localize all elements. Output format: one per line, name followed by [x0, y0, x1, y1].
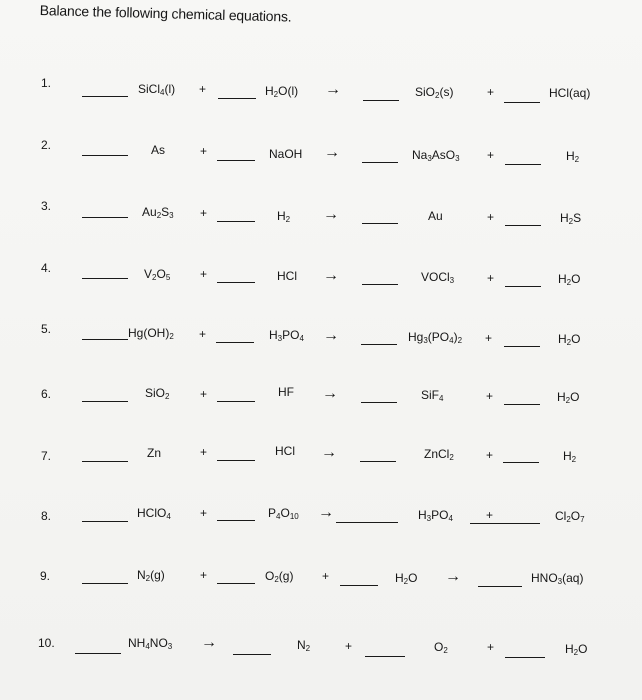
- reaction-arrow-icon: →: [318, 504, 334, 521]
- coefficient-blank: [82, 217, 128, 218]
- reactant-formula: [269, 328, 304, 342]
- formula-text: H: [557, 390, 566, 404]
- reaction-arrow-icon: →: [321, 444, 337, 461]
- formula-text: SiO: [415, 85, 436, 99]
- formula-subscript: 4: [160, 88, 165, 97]
- formula-text: (PO: [427, 330, 450, 344]
- formula-text: HClO: [137, 506, 167, 520]
- coefficient-blank: [362, 284, 398, 285]
- reaction-arrow-icon: →: [325, 81, 341, 98]
- formula-subscript: 3: [427, 154, 432, 163]
- reactant-formula: [138, 82, 175, 96]
- reaction-arrow-icon: →: [322, 385, 338, 402]
- coefficient-blank: [217, 401, 255, 402]
- plus-sign: +: [486, 389, 494, 403]
- product-formula: [428, 209, 443, 223]
- formula-text: HF: [278, 385, 294, 399]
- formula-text: H: [265, 84, 274, 98]
- equation-number: 6.: [41, 387, 52, 401]
- product-formula: [563, 449, 576, 463]
- formula-text: As: [151, 143, 166, 157]
- formula-subscript: 3: [167, 642, 173, 651]
- formula-subscript: 2: [152, 273, 157, 282]
- formula-text: S: [161, 205, 170, 219]
- formula-text: NH: [128, 636, 146, 650]
- coefficient-blank: [363, 100, 399, 101]
- reaction-arrow-icon: →: [324, 144, 340, 161]
- coefficient-blank: [365, 656, 405, 657]
- coefficient-blank: [362, 223, 398, 224]
- formula-subscript: 2: [568, 217, 574, 226]
- coefficient-blank: [336, 522, 398, 523]
- formula-text: Cl: [555, 509, 567, 523]
- formula-text: O: [571, 272, 581, 286]
- formula-subscript: 2: [566, 278, 572, 287]
- product-formula: [297, 638, 310, 652]
- formula-text: Hg: [408, 330, 424, 344]
- coefficient-blank: [82, 278, 128, 279]
- product-formula: [421, 388, 443, 402]
- equation-row-5: [0, 322, 642, 346]
- coefficient-blank: [360, 461, 396, 462]
- coefficient-blank: [82, 96, 128, 97]
- formula-text: O: [570, 390, 580, 404]
- plus-sign: +: [200, 568, 208, 582]
- formula-text: SiO: [145, 386, 166, 400]
- equation-row-2: [0, 138, 642, 165]
- formula-text: O: [280, 506, 290, 520]
- formula-text: (aq): [562, 571, 584, 585]
- plus-sign: +: [199, 82, 207, 96]
- formula-text: (s): [439, 85, 454, 99]
- coefficient-blank: [82, 155, 128, 156]
- product-formula: [418, 508, 453, 522]
- coefficient-blank: [505, 164, 541, 165]
- reactant-formula: [265, 569, 293, 583]
- coefficient-blank: [505, 286, 541, 287]
- reaction-arrow-icon: →: [445, 568, 461, 585]
- plus-sign: +: [345, 639, 353, 653]
- product-formula: [531, 571, 583, 585]
- formula-text: PO: [282, 328, 300, 342]
- formula-text: Hg(OH): [128, 326, 170, 340]
- coefficient-blank: [218, 98, 256, 99]
- equation-number: 1.: [41, 76, 52, 90]
- formula-text: H: [395, 571, 404, 585]
- product-formula: [560, 211, 581, 225]
- coefficient-blank: [82, 461, 128, 462]
- formula-text: ZnCl: [424, 447, 450, 461]
- plus-sign: +: [485, 331, 493, 345]
- equation-row-8: [0, 505, 642, 529]
- reaction-arrow-icon: →: [323, 206, 339, 223]
- reactant-formula: [128, 636, 172, 650]
- coefficient-blank: [504, 102, 540, 103]
- coefficient-blank: [217, 583, 255, 584]
- coefficient-blank: [82, 521, 128, 522]
- formula-text: Zn: [147, 446, 162, 460]
- reactant-formula: [278, 385, 294, 399]
- coefficient-blank: [217, 460, 255, 461]
- coefficient-blank: [504, 346, 540, 347]
- formula-text: H: [560, 211, 569, 225]
- formula-subscript: 2: [435, 91, 440, 100]
- formula-text: O: [570, 509, 581, 523]
- formula-subscript: 4: [448, 514, 453, 523]
- formula-text: PO: [431, 508, 449, 522]
- formula-text: Au: [142, 205, 157, 219]
- equation-number: 4.: [41, 261, 52, 275]
- reactant-formula: [275, 444, 295, 458]
- product-formula: [555, 509, 585, 523]
- formula-subscript: 3: [557, 577, 563, 586]
- equation-number: 5.: [41, 322, 52, 336]
- formula-subscript: 4: [145, 642, 150, 651]
- coefficient-blank: [362, 162, 398, 163]
- coefficient-blank: [361, 402, 397, 403]
- reactant-formula: [277, 209, 290, 223]
- coefficient-blank: [82, 339, 128, 340]
- formula-subscript: 2: [573, 648, 579, 657]
- plus-sign: +: [487, 271, 495, 285]
- equation-row-9: [0, 567, 642, 591]
- formula-text: H: [563, 449, 572, 463]
- equation-number: 3.: [41, 199, 52, 213]
- formula-text: O: [408, 571, 418, 585]
- formula-text: H: [565, 642, 574, 656]
- product-formula: [408, 330, 462, 344]
- product-formula: [412, 148, 460, 162]
- reactant-formula: [151, 143, 165, 157]
- plus-sign: +: [322, 569, 330, 583]
- formula-text: (g): [278, 569, 294, 583]
- product-formula: [566, 149, 579, 163]
- formula-text: SiF: [421, 388, 439, 402]
- coefficient-blank: [82, 401, 128, 402]
- coefficient-blank: [75, 653, 121, 654]
- formula-subscript: 4: [276, 512, 281, 521]
- formula-subscript: 3: [426, 514, 432, 523]
- formula-text: N: [297, 638, 306, 652]
- equation-row-3: [0, 200, 642, 224]
- formula-subscript: 7: [580, 515, 585, 524]
- product-formula: [421, 270, 454, 284]
- reactant-formula: [145, 386, 169, 400]
- formula-text: Na: [412, 148, 428, 162]
- formula-subscript: 4: [299, 334, 304, 343]
- reactant-formula: [277, 269, 297, 283]
- product-formula: [549, 86, 590, 100]
- plus-sign: +: [200, 506, 208, 520]
- coefficient-blank: [504, 404, 540, 405]
- formula-text: S: [573, 211, 582, 225]
- equation-row-7: [0, 443, 642, 467]
- reactant-formula: [265, 84, 298, 98]
- formula-text: H: [418, 508, 427, 522]
- plus-sign: +: [200, 144, 208, 158]
- formula-text: (g): [150, 568, 165, 582]
- formula-subscript: 2: [457, 336, 463, 345]
- equation-row-6: [0, 383, 642, 407]
- formula-subscript: 4: [449, 336, 454, 345]
- coefficient-blank: [503, 462, 539, 463]
- formula-text: SiCl: [138, 82, 161, 96]
- formula-text: O: [156, 267, 166, 281]
- formula-subscript: 10: [289, 512, 299, 521]
- formula-text: O: [571, 332, 581, 346]
- plus-sign: +: [200, 267, 208, 281]
- plus-sign: +: [199, 327, 207, 341]
- formula-text: O: [265, 569, 275, 583]
- coefficient-blank: [478, 586, 522, 587]
- formula-text: HNO: [531, 571, 558, 585]
- formula-subscript: 2: [403, 577, 409, 586]
- formula-subscript: 5: [165, 273, 171, 282]
- formula-subscript: 2: [565, 396, 571, 405]
- formula-text: Au: [428, 209, 443, 223]
- formula-subscript: 3: [277, 334, 283, 343]
- coefficient-blank: [217, 282, 255, 283]
- formula-subscript: 2: [165, 392, 170, 401]
- coefficient-blank: [361, 344, 397, 345]
- formula-subscript: 2: [566, 338, 572, 347]
- formula-text: N: [137, 568, 146, 582]
- equation-row-10: [0, 634, 642, 658]
- formula-subscript: 2: [285, 215, 291, 224]
- formula-text: P: [268, 506, 277, 520]
- formula-subscript: 2: [169, 332, 174, 341]
- product-formula: [565, 642, 587, 656]
- formula-subscript: 3: [455, 154, 460, 163]
- plus-sign: +: [486, 508, 494, 522]
- formula-text: H: [558, 272, 567, 286]
- formula-text: V: [144, 267, 153, 281]
- plus-sign: +: [487, 640, 495, 654]
- reactant-formula: [142, 205, 174, 219]
- equation-number: 8.: [41, 509, 52, 523]
- formula-subscript: 2: [274, 575, 279, 584]
- formula-subscript: 2: [571, 455, 577, 464]
- formula-subscript: 2: [145, 574, 151, 583]
- plus-sign: +: [486, 448, 494, 462]
- plus-sign: +: [487, 85, 495, 99]
- plus-sign: +: [200, 445, 208, 459]
- formula-text: O: [434, 640, 444, 654]
- coefficient-blank: [217, 520, 255, 521]
- equation-number: 9.: [40, 569, 51, 583]
- coefficient-blank: [233, 654, 271, 655]
- equation-row-4: [0, 261, 642, 285]
- coefficient-blank: [217, 221, 255, 222]
- reaction-arrow-icon: →: [201, 634, 217, 651]
- formula-subscript: 2: [156, 211, 162, 220]
- formula-text: HCl: [275, 444, 295, 458]
- reactant-formula: [137, 506, 171, 520]
- formula-text: (l): [164, 82, 176, 96]
- coefficient-blank: [505, 225, 541, 226]
- coefficient-blank: [505, 657, 545, 658]
- plus-sign: +: [487, 148, 495, 162]
- equation-number: 7.: [41, 449, 52, 463]
- coefficient-blank: [340, 585, 378, 586]
- reactant-formula: [128, 326, 174, 340]
- formula-subscript: 2: [273, 90, 279, 99]
- formula-text: AsO: [431, 148, 456, 162]
- formula-text: HCl: [277, 269, 297, 283]
- formula-subscript: 4: [166, 512, 171, 521]
- formula-subscript: 2: [574, 155, 580, 164]
- formula-subscript: 4: [439, 394, 444, 403]
- product-formula: [415, 85, 453, 99]
- equation-number: 10.: [38, 636, 55, 650]
- plus-sign: +: [487, 210, 495, 224]
- equation-number: 2.: [41, 138, 52, 152]
- formula-subscript: 3: [423, 336, 428, 345]
- formula-text: H: [277, 209, 286, 223]
- product-formula: [424, 447, 454, 461]
- reactant-formula: [395, 571, 417, 585]
- formula-subscript: 3: [449, 276, 455, 285]
- formula-text: O(l): [278, 84, 299, 98]
- coefficient-blank: [217, 160, 255, 161]
- product-formula: [558, 272, 580, 286]
- formula-text: HCl(aq): [549, 86, 591, 100]
- formula-subscript: 3: [169, 211, 174, 220]
- product-formula: [558, 332, 580, 346]
- coefficient-blank: [82, 583, 128, 584]
- formula-text: H: [269, 328, 278, 342]
- formula-subscript: 2: [566, 515, 571, 524]
- reactant-formula: [144, 267, 170, 281]
- formula-text: VOCl: [421, 270, 450, 284]
- formula-text: H: [566, 149, 575, 163]
- coefficient-blank: [216, 342, 254, 343]
- reaction-arrow-icon: →: [323, 267, 339, 284]
- equation-row-1: [0, 76, 642, 104]
- reactant-formula: [147, 446, 161, 460]
- product-formula: [557, 390, 579, 404]
- plus-sign: +: [200, 206, 208, 220]
- reactant-formula: [137, 568, 165, 582]
- formula-text: NO: [149, 636, 168, 650]
- formula-text: NaOH: [269, 147, 303, 161]
- formula-text: H: [558, 332, 567, 346]
- reaction-arrow-icon: →: [323, 327, 339, 344]
- formula-text: O: [578, 642, 588, 656]
- coefficient-blank: [470, 523, 540, 524]
- formula-text: ): [453, 330, 458, 344]
- formula-subscript: 2: [305, 644, 311, 653]
- formula-subscript: 2: [443, 646, 448, 655]
- reactant-formula: [268, 506, 299, 520]
- product-formula: [434, 640, 448, 654]
- reactant-formula: [269, 147, 302, 161]
- plus-sign: +: [200, 387, 208, 401]
- worksheet-title: Balance the following chemical equations.: [39, 2, 292, 25]
- formula-subscript: 2: [449, 453, 454, 462]
